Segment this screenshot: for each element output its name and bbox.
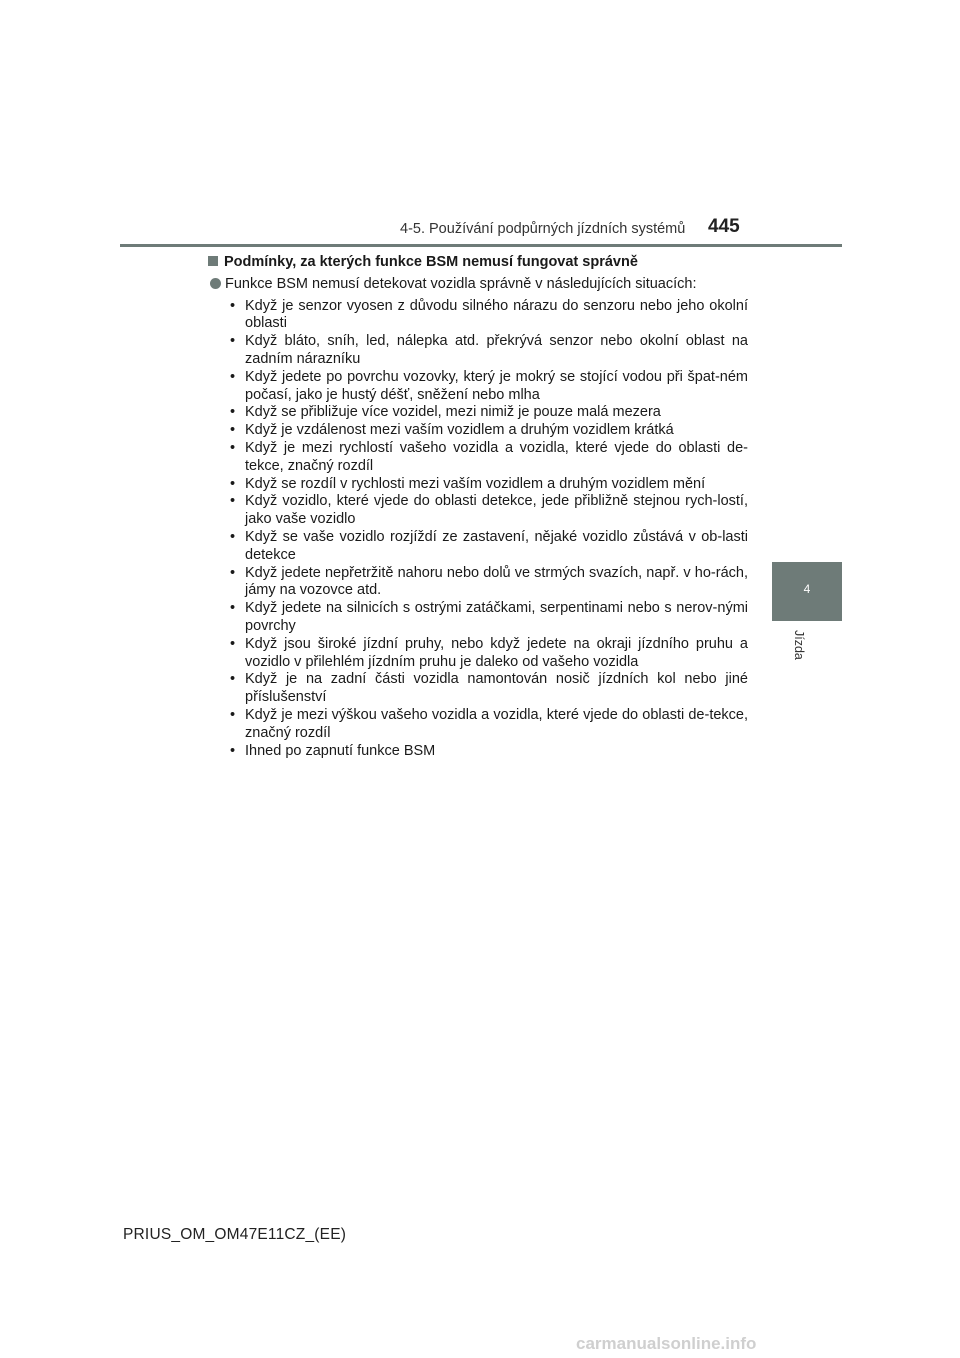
chapter-number: 4: [803, 582, 811, 596]
list-item: • Když je mezi rychlostí vašeho vozidla a vozidla, které vjede do oblasti de-tekce, značný rozdíl: [230, 440, 748, 476]
section-heading: [208, 254, 748, 272]
list-item: • Když je mezi výškou vašeho vozidla a vozidla, které vjede do oblasti de-tekce, značný rozdíl: [230, 707, 748, 743]
chapter-tab: [772, 562, 842, 621]
lead-paragraph: [208, 276, 748, 294]
section-heading-text: Podmínky, za kterých funkce BSM nemusí fungovat správně: [224, 254, 638, 270]
page-content: [208, 254, 748, 760]
situation-list: [208, 298, 748, 761]
list-item: • Když je na zadní části vozidla namontován nosič jízdních kol nebo jiné příslušenství: [230, 671, 748, 707]
circle-bullet-icon: [210, 278, 221, 289]
list-item: • Když se vaše vozidlo rozjíždí ze zastavení, nějaké vozidlo zůstává v ob-lasti detekce: [230, 529, 748, 565]
list-item: • Když jedete nepřetržitě nahoru nebo dolů ve strmých svazích, např. v ho-rách, jámy na vozovce atd.: [230, 565, 748, 601]
page-number: 445: [708, 216, 740, 237]
list-item: • Když se rozdíl v rychlosti mezi vaším vozidlem a druhým vozidlem mění: [230, 476, 748, 494]
chapter-label-text: Jízda: [792, 630, 806, 660]
list-item: • Když se přibližuje více vozidel, mezi nimiž je pouze malá mezera: [230, 404, 748, 422]
list-item: • Když bláto, sníh, led, nálepka atd. překrývá senzor nebo okolní oblast na zadním nárazníku: [230, 333, 748, 369]
list-item: • Když jedete na silnicích s ostrými zatáčkami, serpentinami nebo s nerov-nými povrchy: [230, 600, 748, 636]
list-item: • Když je vzdálenost mezi vaším vozidlem a druhým vozidlem krátká: [230, 422, 748, 440]
list-item: • Když vozidlo, které vjede do oblasti detekce, jede přibližně stejnou rych-lostí, jako vaše vozidlo: [230, 493, 748, 529]
lead-text: Funkce BSM nemusí detekovat vozidla správně v následujících situacích:: [225, 275, 697, 292]
chapter-label: [786, 630, 826, 670]
watermark: carmanualsonline.info: [576, 1334, 757, 1353]
header-title: 4-5. Používání podpůrných jízdních systémů: [400, 221, 686, 237]
header-rule: [120, 244, 842, 247]
list-item: • Ihned po zapnutí funkce BSM: [230, 743, 748, 761]
footer-document-code: PRIUS_OM_OM47E11CZ_(EE): [123, 1226, 347, 1243]
list-item: • Když jedete po povrchu vozovky, který je mokrý se stojící vodou při špat-ném počasí, jako je hustý déšť, sněžení nebo mlha: [230, 369, 748, 405]
list-item: • Když jsou široké jízdní pruhy, nebo když jedete na okraji jízdního pruhu a vozidlo v přilehlém jízdním pruhu je daleko od vašeho vozidla: [230, 636, 748, 672]
list-item: • Když je senzor vyosen z důvodu silného nárazu do senzoru nebo jeho okolní oblasti: [230, 298, 748, 334]
square-bullet-icon: [208, 256, 218, 266]
